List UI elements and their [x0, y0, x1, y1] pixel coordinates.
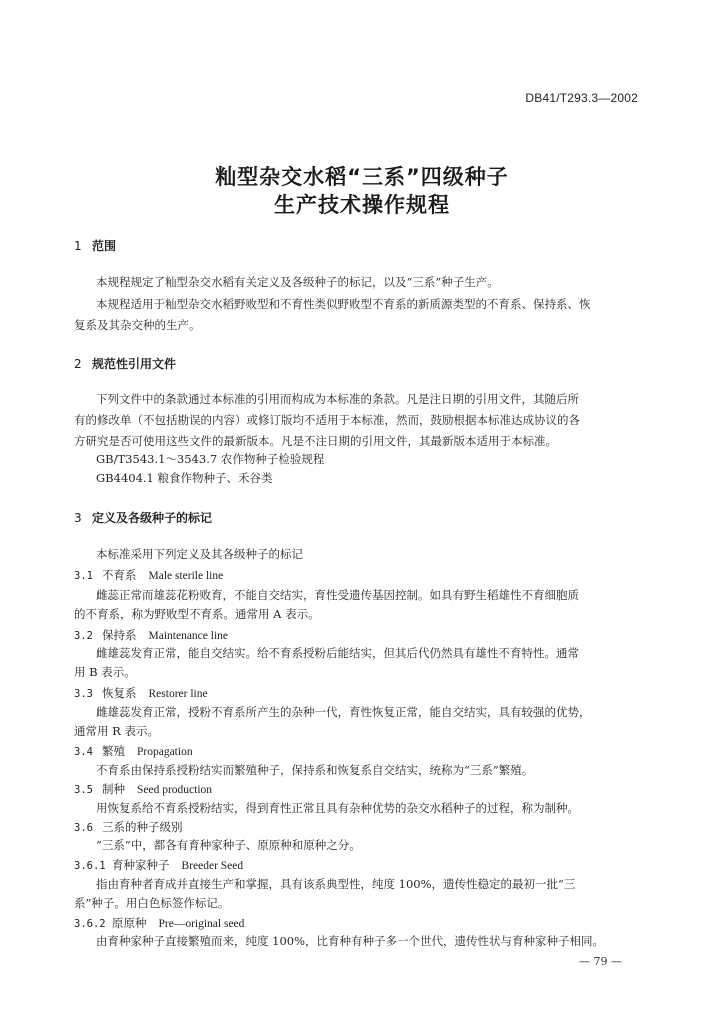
section-2-heading — [74, 355, 176, 372]
term-english: Restorer line — [148, 688, 208, 700]
paragraph: 指由育种者育成并直接生产和掌握，具有该系典型性，纯度 100%，遗传性稳定的最初一批“三 — [96, 877, 576, 891]
definition-heading — [74, 567, 223, 583]
section-number: 3 — [74, 511, 82, 525]
title-line-1: 籼型杂交水稻“三系”四级种子 — [215, 165, 509, 189]
term: 育种家种子 — [112, 858, 170, 872]
clause-number: 3.2 — [74, 630, 93, 642]
paragraph: 不育系由保持系授粉结实而繁殖种子，保持系和恢复系自交结实，统称为“三系”繁殖。 — [96, 763, 534, 777]
term-english: Seed production — [137, 784, 213, 796]
term-english: Breeder Seed — [181, 860, 244, 872]
reference-item: GB4404.1 粮食作物种子、禾谷类 — [96, 471, 273, 485]
term: 原原种 — [112, 916, 147, 930]
clause-number: 3.6.1 — [74, 860, 106, 872]
clause-number: 3.6 — [74, 822, 93, 834]
paragraph-continuation: 复系及其杂交种的生产。 — [74, 318, 201, 332]
definition-heading — [74, 819, 183, 835]
paragraph: 雌雄蕊发育正常，能自交结实。给不育系授粉后能结实，但其后代仍然具有雄性不育特性。通常 — [96, 646, 579, 660]
clause-number: 3.3 — [74, 688, 93, 700]
definition-heading — [74, 743, 193, 759]
reference-item: GB/T3543.1～3543.7 农作物种子检验规程 — [96, 452, 325, 466]
clause-number: 3.5 — [74, 784, 93, 796]
paragraph: 本标准采用下列定义及其各级种子的标记 — [96, 547, 303, 561]
paragraph-continuation: 有的修改单（不包括勘误的内容）或修订版均不适用于本标准，然而，鼓励根据本标准达成协议的各 — [74, 413, 580, 427]
clause-number: 3.1 — [74, 570, 93, 582]
term: 制种 — [102, 782, 125, 796]
paragraph-continuation: 通常用 R 表示。 — [74, 724, 159, 738]
paragraph-continuation: 的不育系，称为野败型不育系。通常用 A 表示。 — [74, 607, 320, 621]
paragraph: “三系”中，都各有育种家种子、原原种和原种之分。 — [96, 838, 361, 852]
section-title: 范围 — [92, 239, 117, 253]
term: 保持系 — [102, 628, 137, 642]
clause-number: 3.6.2 — [74, 918, 106, 930]
clause-number: 3.4 — [74, 746, 93, 758]
term: 三系的种子级别 — [102, 820, 183, 834]
paragraph: 本规程规定了籼型杂交水稻有关定义及各级种子的标记，以及“三系”种子生产。 — [96, 275, 499, 289]
term-english: Propagation — [137, 746, 193, 758]
term: 繁殖 — [102, 744, 125, 758]
term: 恢复系 — [102, 686, 137, 700]
standard-code: DB41/T293.3—2002 — [525, 91, 638, 105]
paragraph: 雌蕊正常而雄蕊花粉败育，不能自交结实，育性受遗传基因控制。如具有野生稻雄性不育细胞质 — [96, 588, 579, 602]
paragraph: 雌雄蕊发育正常，授粉不育系所产生的杂种一代，育性恢复正常，能自交结实，具有较强的优势， — [96, 705, 591, 719]
paragraph-continuation: 方研究是否可使用这些文件的最新版本。凡是不注日期的引用文件，其最新版本适用于本标准。 — [74, 434, 557, 448]
definition-heading — [74, 915, 244, 931]
definition-heading — [74, 857, 243, 873]
section-number: 2 — [74, 357, 82, 371]
paragraph-continuation: 用 B 表示。 — [74, 665, 136, 679]
term-english: Maintenance line — [148, 630, 229, 642]
paragraph: 由育种家种子直接繁殖而来，纯度 100%，比育种有种子多一个世代，遗传性状与育种家种子相同。 — [96, 934, 605, 948]
term-english: Pre—original seed — [158, 918, 245, 930]
definition-heading — [74, 627, 228, 643]
title-line-2: 生产技术操作规程 — [274, 193, 450, 217]
paragraph: 本规程适用于籼型杂交水稻野败型和不育性类似野败型不育系的新质源类型的不育系、保持系、恢 — [96, 297, 591, 311]
term: 不育系 — [102, 568, 137, 582]
section-1-heading — [74, 237, 116, 254]
page-number: — 79 — — [579, 955, 622, 968]
paragraph: 用恢复系给不育系授粉结实，得到育性正常且具有杂种优势的杂交水稻种子的过程，称为制种。 — [96, 801, 579, 815]
term-english: Male sterile line — [148, 570, 224, 582]
section-title: 定义及各级种子的标记 — [92, 511, 213, 525]
section-title: 规范性引用文件 — [92, 357, 177, 371]
definition-heading — [74, 685, 208, 701]
definition-heading — [74, 781, 212, 797]
section-3-heading — [74, 509, 212, 526]
paragraph: 下列文件中的条款通过本标准的引用而构成为本标准的条款。凡是注日期的引用文件，其随后所 — [96, 392, 579, 406]
section-number: 1 — [74, 239, 82, 253]
paragraph-continuation: 系”种子。用白色标签作标记。 — [74, 896, 230, 910]
